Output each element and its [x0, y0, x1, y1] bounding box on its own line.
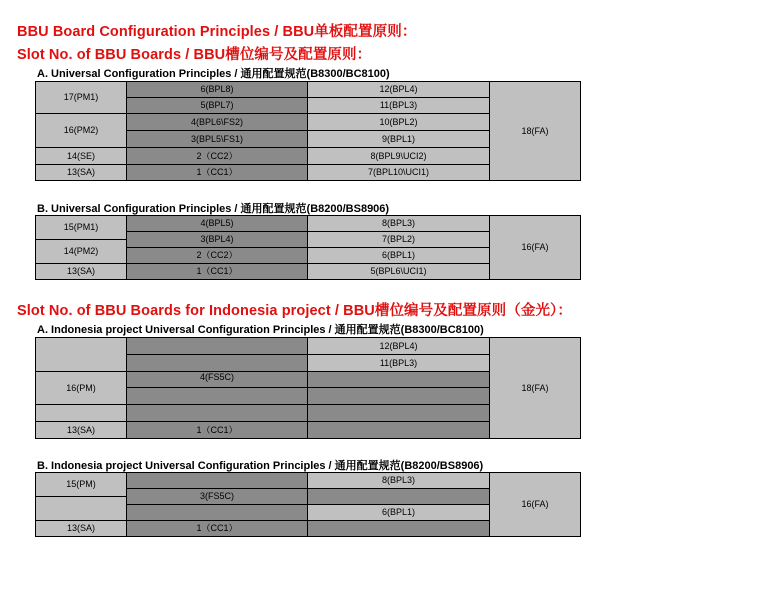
- slot-cell: 17(PM1): [35, 81, 127, 114]
- slot-cell-fa: 16(FA): [489, 215, 581, 280]
- slot-cell: 1（CC1）: [126, 421, 308, 439]
- slot-cell-empty: [35, 404, 127, 422]
- slot-cell: 6(BPL1): [307, 247, 490, 264]
- slot-cell: 5(BPL7): [126, 97, 308, 114]
- slot-cell-empty: [307, 404, 490, 422]
- table-section-c: [35, 337, 581, 439]
- heading-indonesia: Slot No. of BBU Boards for Indonesia project / BBU槽位编号及配置原则（金光）：: [17, 303, 572, 319]
- slot-cell: 3(BPL5\FS1): [126, 130, 308, 148]
- slot-cell-fa: 16(FA): [489, 472, 581, 537]
- slot-cell: 15(PM): [35, 472, 127, 497]
- slot-cell: 3(FS5C): [126, 488, 308, 505]
- slot-cell-empty: [307, 488, 490, 505]
- slot-cell: 1（CC1）: [126, 263, 308, 280]
- slot-cell-empty: [126, 472, 308, 489]
- slot-cell-empty: [307, 387, 490, 405]
- slot-cell: 13(SA): [35, 520, 127, 537]
- slot-cell: 1（CC1）: [126, 520, 308, 537]
- slot-cell: 9(BPL1): [307, 130, 490, 148]
- slot-cell: 8(BPL3): [307, 472, 490, 489]
- slot-cell: 6(BPL8): [126, 81, 308, 98]
- slot-cell: 1（CC1）: [126, 164, 308, 181]
- slot-cell: 6(BPL1): [307, 504, 490, 521]
- slot-cell: 13(SA): [35, 164, 127, 181]
- table-section-d: [35, 472, 581, 537]
- slot-cell: 16(PM): [35, 371, 127, 405]
- slot-cell: 14(SE): [35, 147, 127, 165]
- slot-cell-empty: [126, 404, 308, 422]
- heading-slot-no: Slot No. of BBU Boards / BBU槽位编号及配置原则：: [17, 47, 372, 63]
- slot-cell: 13(SA): [35, 263, 127, 280]
- slot-cell-empty: [307, 421, 490, 439]
- section-d-title: B. Indonesia project Universal Configuration Principles / 通用配置规范(B8200/BS8906): [37, 460, 484, 472]
- slot-cell: 14(PM2): [35, 239, 127, 264]
- section-a-title: A. Universal Configuration Principles / 通用配置规范(B8300/BC8100): [37, 68, 390, 80]
- slot-cell: 11(BPL3): [307, 354, 490, 372]
- slot-cell: 10(BPL2): [307, 113, 490, 131]
- heading-board-config: BBU Board Configuration Principles / BBU单板配置原则：: [17, 24, 417, 40]
- slot-cell: 2（CC2）: [126, 147, 308, 165]
- slot-cell: 4(BPL5): [126, 215, 308, 232]
- slot-cell: 7(BPL2): [307, 231, 490, 248]
- slot-cell-empty: [35, 337, 127, 372]
- slot-cell: 4(BPL6\FS2): [126, 113, 308, 131]
- slot-cell: 4(FS5C): [126, 371, 308, 388]
- slot-cell: 15(PM1): [35, 215, 127, 240]
- slot-cell-empty: [307, 520, 490, 537]
- slot-cell: 12(BPL4): [307, 81, 490, 98]
- slot-cell-empty: [126, 387, 308, 405]
- slot-cell: 2（CC2）: [126, 247, 308, 264]
- slot-cell-fa: 18(FA): [489, 81, 581, 181]
- slot-cell-empty: [35, 496, 127, 521]
- slot-cell: 7(BPL10\UCI1): [307, 164, 490, 181]
- slot-cell: 12(BPL4): [307, 337, 490, 355]
- slot-cell: 3(BPL4): [126, 231, 308, 248]
- slot-cell: 5(BPL6\UCI1): [307, 263, 490, 280]
- section-c-title: A. Indonesia project Universal Configuration Principles / 通用配置规范(B8300/BC8100): [37, 324, 484, 336]
- table-section-a: [35, 81, 581, 181]
- slot-cell-empty: [307, 371, 490, 388]
- slot-cell: 13(SA): [35, 421, 127, 439]
- slot-cell-fa: 18(FA): [489, 337, 581, 439]
- slot-cell-empty: [126, 504, 308, 521]
- slot-cell-empty: [126, 354, 308, 372]
- slot-cell: 8(BPL9\UCI2): [307, 147, 490, 165]
- slot-cell-empty: [126, 337, 308, 355]
- slot-cell: 16(PM2): [35, 113, 127, 148]
- slot-cell: 8(BPL3): [307, 215, 490, 232]
- table-section-b: [35, 215, 581, 280]
- slot-cell: 11(BPL3): [307, 97, 490, 114]
- section-b-title: B. Universal Configuration Principles / 通用配置规范(B8200/BS8906): [37, 203, 390, 215]
